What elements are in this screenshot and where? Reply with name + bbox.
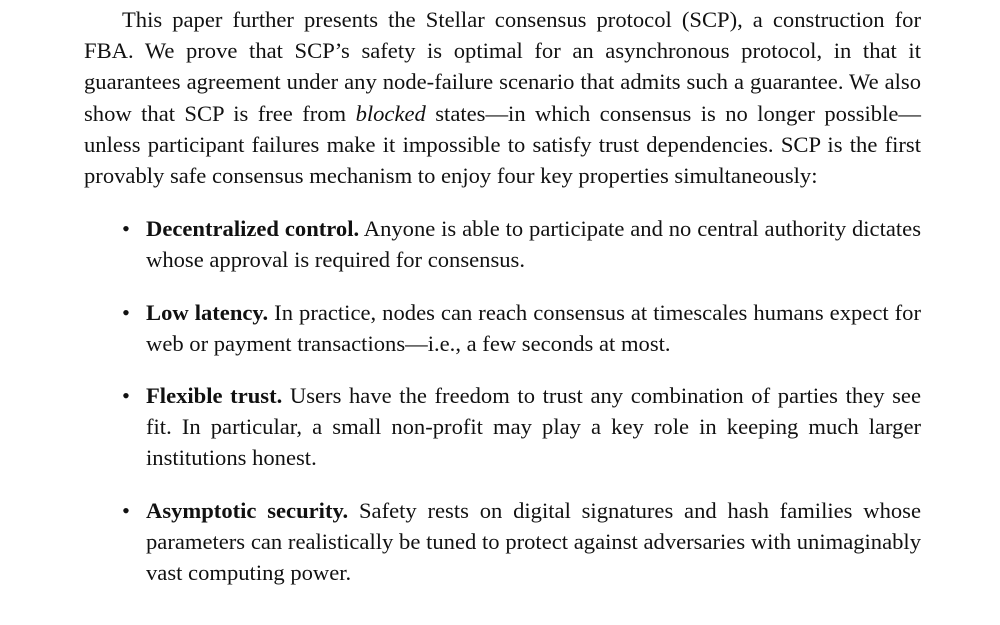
list-item [84,213,921,275]
property-term: Decentralized control. [146,216,360,242]
list-item [84,380,921,474]
property-description: Users have the freedom to trust any combination of parties they see fit. In particular, a small non-profit may play a key role in keeping much larger institutions honest. [146,383,921,471]
bullet-icon: • [122,383,130,409]
paragraph-text-end: states—in which consensus is no longer possible—unless participant failures make it impossible to satisfy trust dependencies. SCP is the first provably safe consensus mechanism to enjoy four key properties simultaneously: [84,100,921,189]
intro-paragraph [84,4,921,191]
list-item [84,495,921,589]
properties-list [84,213,921,588]
emphasized-term: blocked [355,100,426,126]
property-term: Flexible trust. [146,383,283,409]
bullet-icon: • [122,216,130,242]
property-term: Low latency. [146,299,269,325]
property-description: Safety rests on digital signatures and hash families whose parameters can realistically be tuned to protect against adversaries with unimaginably vast computing power. [146,497,921,586]
property-term: Asymptotic security. [146,497,349,523]
bullet-icon: • [122,299,130,325]
property-description: In practice, nodes can reach consensus at timescales humans expect for web or payment transactions—i.e., a few seconds at most. [146,299,921,356]
list-item [84,297,921,359]
property-description: Anyone is able to participate and no central authority dictates whose approval is required for consensus. [146,216,921,273]
paper-page [84,4,921,609]
paragraph-text-start: This paper further presents the Stellar consensus protocol (SCP), a construction for FBA. We prove that SCP’s safety is optimal for an asynchronous protocol, in that it guarantees agreement under any node-failure scenario that admits such a guarantee. We also show that SCP is free from [84,7,921,126]
bullet-icon: • [122,497,130,523]
